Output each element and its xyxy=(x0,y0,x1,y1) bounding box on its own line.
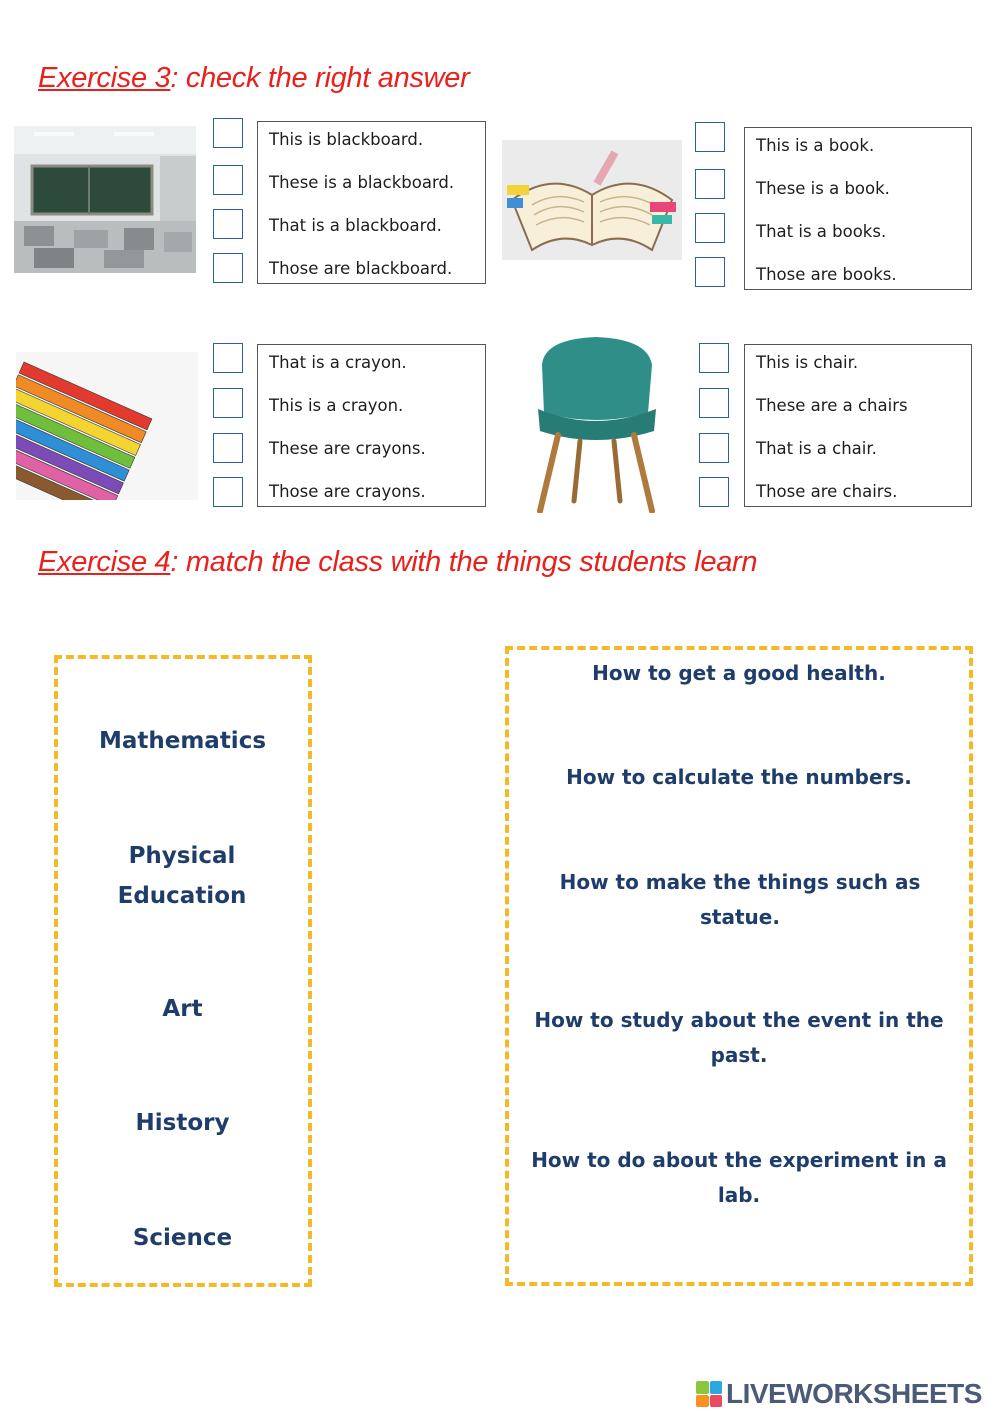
answer-checkbox[interactable] xyxy=(213,433,243,463)
answer-checkbox[interactable] xyxy=(213,118,243,148)
answer-checkbox[interactable] xyxy=(213,253,243,283)
exercise-4-instruction: : match the class with the things students learn xyxy=(170,546,758,578)
subject-art[interactable]: Art xyxy=(162,996,203,1022)
option-text: These are crayons. xyxy=(269,439,426,458)
option-text: That is a crayon. xyxy=(269,353,407,372)
description-statue[interactable]: How to make the things such as statue. xyxy=(559,870,921,929)
subject-history[interactable]: History xyxy=(135,1110,230,1136)
answer-checkbox[interactable] xyxy=(699,388,729,418)
answer-checkbox[interactable] xyxy=(699,477,729,507)
crayons-photo xyxy=(16,352,198,500)
description-health[interactable]: How to get a good health. xyxy=(592,661,886,685)
answer-checkbox[interactable] xyxy=(699,343,729,373)
exercise-3-heading xyxy=(38,62,469,95)
exercise-3-instruction: : check the right answer xyxy=(170,62,470,94)
option-text: That is a blackboard. xyxy=(269,216,442,235)
option-text: This is a book. xyxy=(756,136,875,155)
description-lab[interactable]: How to do about the experiment in a lab. xyxy=(531,1148,947,1207)
options-box xyxy=(257,121,486,284)
liveworksheets-brand xyxy=(696,1377,982,1411)
answer-checkbox[interactable] xyxy=(213,209,243,239)
option-text: Those are books. xyxy=(756,265,897,284)
brand-text: LIVEWORKSHEETS xyxy=(726,1378,982,1409)
option-text: These is a blackboard. xyxy=(269,173,455,192)
answer-checkbox[interactable] xyxy=(695,169,725,199)
option-text: Those are crayons. xyxy=(269,482,426,501)
description-numbers[interactable]: How to calculate the numbers. xyxy=(566,765,912,789)
option-text: Those are chairs. xyxy=(756,482,898,501)
answer-checkbox[interactable] xyxy=(695,213,725,243)
answer-checkbox[interactable] xyxy=(695,122,725,152)
option-text: This is blackboard. xyxy=(269,130,424,149)
answer-checkbox[interactable] xyxy=(213,477,243,507)
answer-checkbox[interactable] xyxy=(213,388,243,418)
answer-checkbox[interactable] xyxy=(213,165,243,195)
options-box xyxy=(744,127,972,290)
options-box xyxy=(257,344,486,507)
options-box xyxy=(744,344,972,507)
option-text: That is a chair. xyxy=(756,439,877,458)
liveworksheets-logo-icon xyxy=(696,1381,722,1407)
option-text: That is a books. xyxy=(756,222,887,241)
subject-science[interactable]: Science xyxy=(132,1225,233,1251)
exercise-4-heading xyxy=(38,546,757,579)
exercise-3-label: Exercise 3 xyxy=(38,62,171,94)
exercise-4-label: Exercise 4 xyxy=(38,546,171,578)
answer-checkbox[interactable] xyxy=(699,433,729,463)
classroom-blackboard-photo xyxy=(14,126,196,273)
option-text: This is a crayon. xyxy=(269,396,404,415)
option-text: These is a book. xyxy=(756,179,890,198)
answer-checkbox[interactable] xyxy=(695,257,725,287)
description-past[interactable]: How to study about the event in the past. xyxy=(534,1008,944,1067)
option-text: Those are blackboard. xyxy=(269,259,453,278)
subject-physical-education[interactable]: Physical Education xyxy=(117,843,247,909)
option-text: This is chair. xyxy=(756,353,859,372)
option-text: These are a chairs xyxy=(756,396,908,415)
subject-mathematics[interactable]: Mathematics xyxy=(98,728,267,754)
teal-chair-photo xyxy=(530,335,662,513)
answer-checkbox[interactable] xyxy=(213,343,243,373)
open-book-illustration xyxy=(502,140,682,260)
